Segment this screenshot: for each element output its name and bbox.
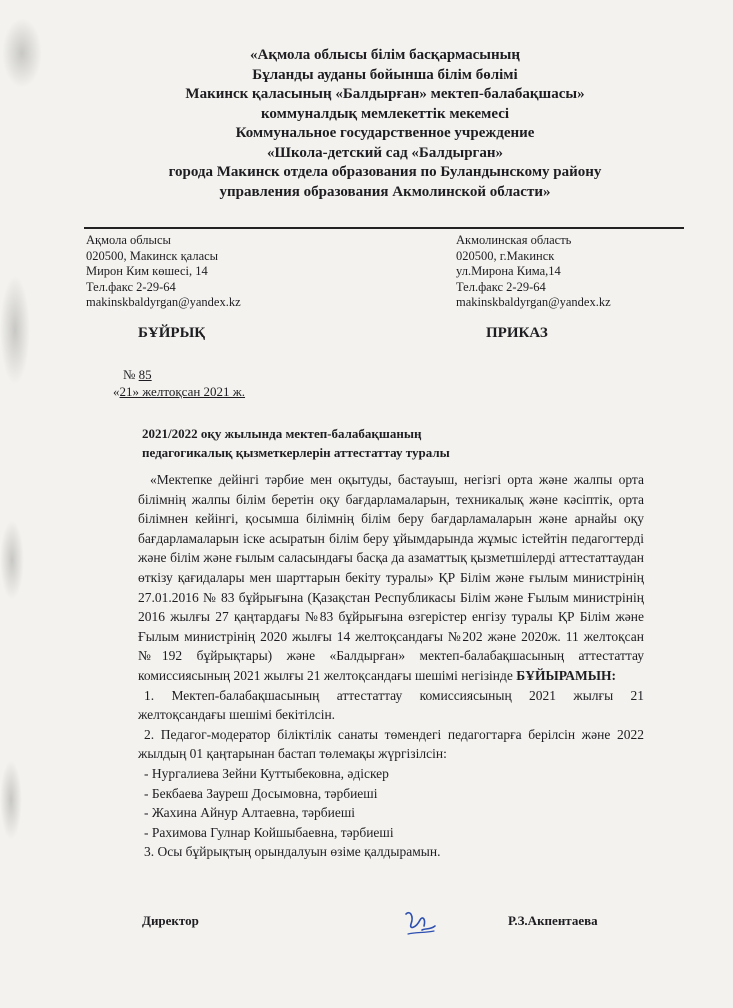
order-subject (142, 424, 450, 462)
order-item-3: 3. Осы бұйрықтың орындалуын өзіме қалдырамын. (144, 844, 441, 860)
address-email: makinskbaldyrgan@yandex.kz (456, 295, 611, 309)
order-date-open: « (113, 384, 120, 399)
order-body (138, 470, 644, 862)
signatory-name: Р.З.Акпентаева (508, 913, 598, 928)
letterhead (120, 46, 650, 202)
letterhead-line: Коммунальное государственное учреждение (235, 125, 535, 141)
address-phone: Тел.факс 2-29-64 (456, 279, 546, 294)
order-item-1: 1. Мектеп-балабақшасының аттестаттау комиссиясының 2021 жылғы 21 желтоқсандағы шешімі бекітілсін. (138, 687, 644, 723)
letterhead-line: Макинск қаласының «Балдырған» мектеп-балабақшасы» (185, 86, 585, 102)
address-ru (456, 233, 611, 311)
teacher-list-item: - Жахина Айнур Алтаевна, тәрбиеші (144, 805, 356, 821)
preamble-paragraph (138, 470, 644, 686)
letterhead-line: коммуналдық мемлекеттік мекемесі (260, 105, 510, 122)
address-kz (86, 233, 241, 311)
teacher-list-item: - Рахимова Гулнар Койшыбаевна, тәрбиеші (144, 824, 394, 840)
address-region: Ақмола облысы (86, 233, 171, 247)
subject-line: 2021/2022 оқу жылында мектеп-балабақшаның (142, 426, 422, 441)
address-city: 020500, г.Макинск (456, 248, 555, 263)
address-street: ул.Мирона Кима,14 (456, 264, 561, 278)
scan-smudge (0, 760, 22, 840)
order-title-ru: ПРИКАЗ (486, 325, 548, 341)
order-number-prefix: № (123, 367, 139, 382)
teacher-list-item: - Бекбаева Зауреш Досымовна, тәрбиеші (144, 785, 378, 801)
letterhead-line: управления образования Акмолинской области» (219, 183, 551, 200)
header-divider (84, 227, 684, 229)
order-date (113, 383, 245, 400)
letterhead-line: города Макинск отдела образования по Буландынскому району (168, 164, 602, 180)
command-word: БҰЙЫРАМЫН: (516, 667, 616, 683)
preamble-text: «Мектепке дейінгі тәрбие мен оқытуды, бастауыш, негізгі орта және жалпы орта білімнің жалпы білім беретін оқу бағдарламаларын, техникалық және кәсіптік, орта білімнен кейінгі, қосымша білімнің білім беру бағдарламаларын және арнайы оқу бағдарламаларын іске асыратын білім беру ұйымдарында жұмыс істейтін педагогтерді және білім және ғылым саласындағы басқа да азаматтық қызметшілерді аттестаттаудан өткізу қағидалары мен шарттарын бекіту туралы» ҚР Білім және ғылым министрінің 27.01.2016 № 83 бұйрығына (Қазақстан Республикасы Білім және Ғылым министрінің 2016 жылғы 27 қаңтардағы №83 бұйрығына өзгерістер енгізу туралы ҚР Білім және Ғылым министрінің 2020 жылғы 14 желтоқсандағы №202 және 2020ж. 11 желтоқсан №192 бұйрықтары) және «Балдырған» мектеп-балабақшасының аттестаттау комиссиясының 2021 жылғы 21 желтоқсандағы шешімі негізінде (138, 472, 644, 683)
address-street: Мирон Ким көшесі, 14 (86, 264, 208, 278)
order-item-2: 2. Педагог-модератор біліктілік санаты төмендегі педагогтарға берілсін және 2022 жылдың 01 қаңтарынан бастап төлемақы жүргізілсін: (138, 726, 644, 762)
handwritten-signature-icon (402, 906, 438, 938)
order-date-rest: » желтоқсан 2021 ж. (132, 384, 246, 399)
scan-smudge (0, 520, 24, 600)
order-date-day: 21 (119, 384, 133, 399)
letterhead-line: Бұланды ауданы бойынша білім бөлімі (252, 66, 518, 83)
scan-smudge (0, 275, 30, 385)
signatory-position: Директор (142, 913, 199, 928)
order-number-value: 85 (138, 367, 152, 382)
address-city: 020500, Макинск қаласы (86, 248, 219, 263)
order-title-kz: БҰЙРЫҚ (138, 325, 206, 341)
letterhead-line: «Ақмола облысы білім басқармасының (250, 47, 520, 63)
address-region: Акмолинская область (456, 233, 572, 247)
scan-smudge (2, 18, 42, 88)
address-email: makinskbaldyrgan@yandex.kz (86, 295, 241, 309)
order-number (123, 366, 152, 383)
subject-line: педагогикалық қызметкерлерін аттестаттау туралы (142, 445, 450, 460)
teacher-list-item: - Нургалиева Зейни Куттыбековна, әдіскер (144, 765, 389, 781)
letterhead-line: «Школа-детский сад «Балдырган» (266, 144, 503, 161)
address-phone: Тел.факс 2-29-64 (86, 279, 176, 294)
